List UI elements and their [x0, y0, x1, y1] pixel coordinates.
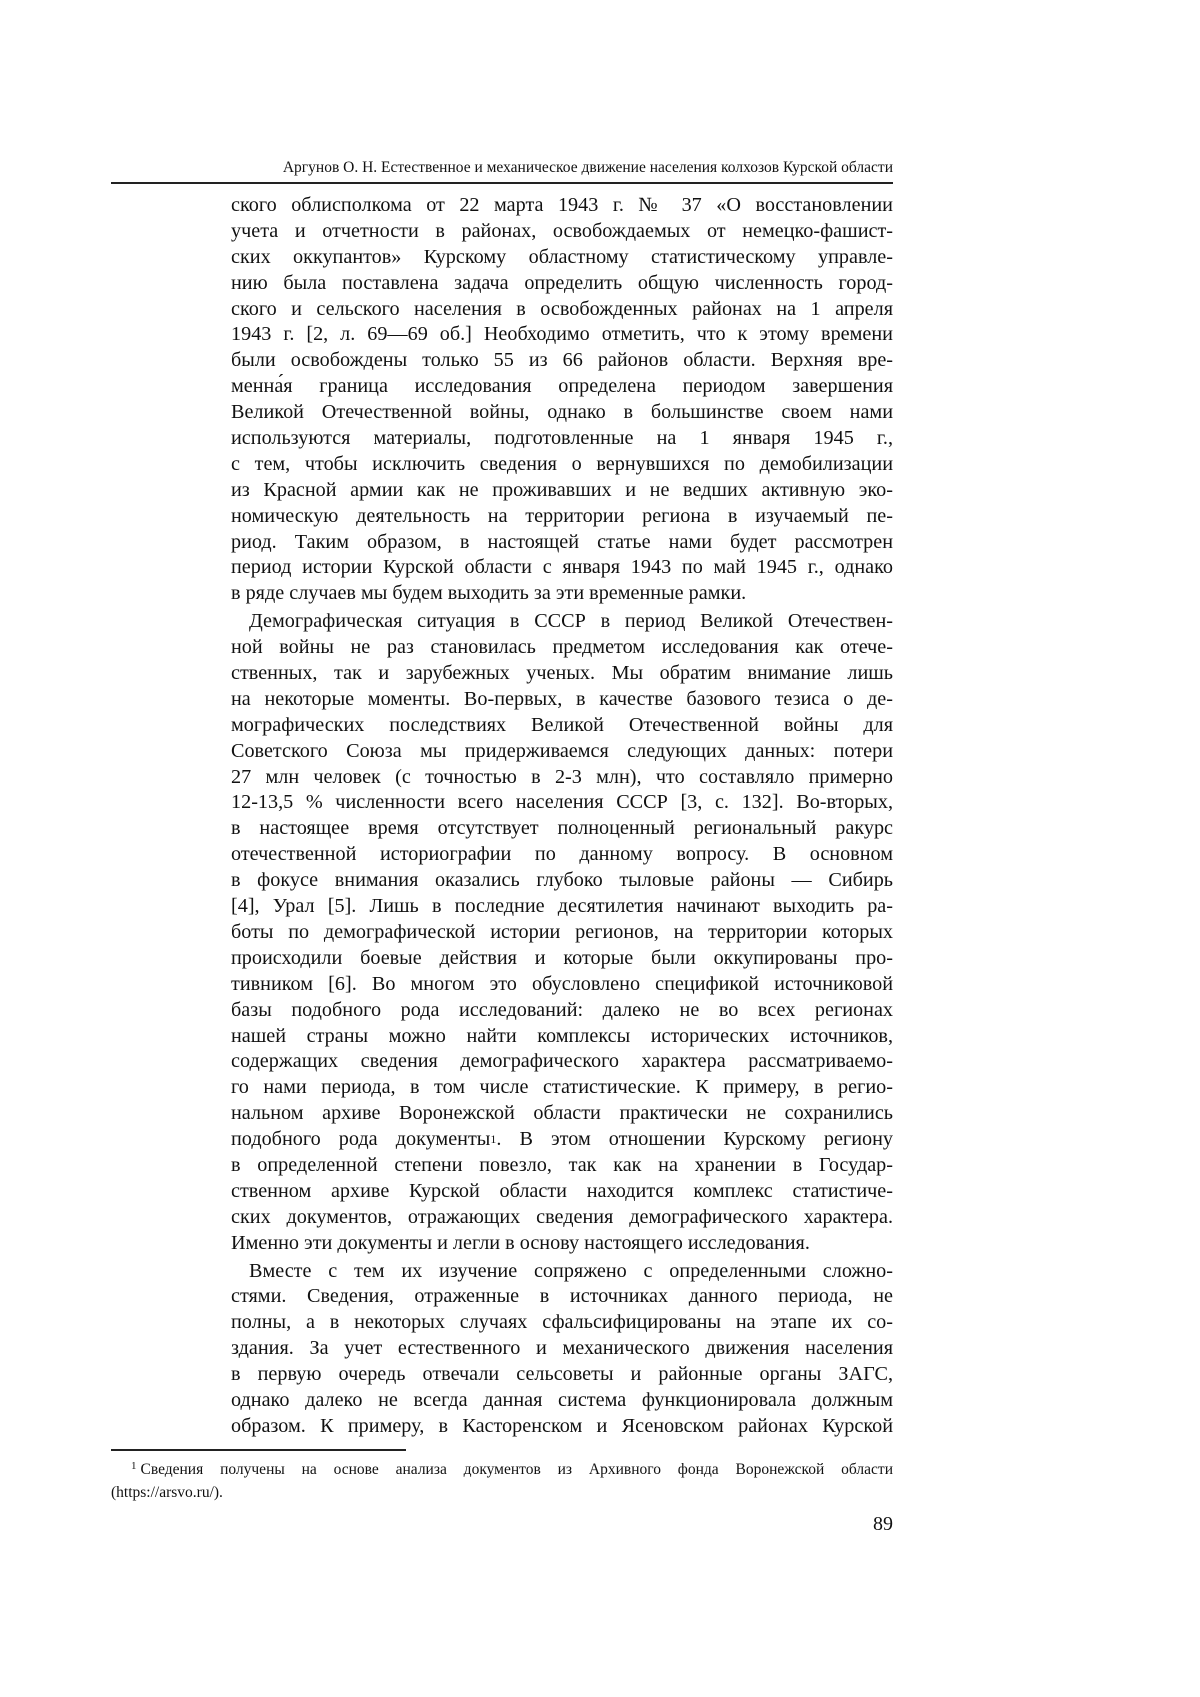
text-line: риод. Таким образом, в настоящей статье нами будет рассмотрен — [231, 530, 893, 553]
footnote-text: Сведения получены на основе анализа документов из Архивного фонда Воронежской области — [140, 1461, 893, 1478]
text-line: менна́я граница исследования определена периодом завершения — [231, 375, 893, 398]
running-header: Аргунов О. Н. Естественное и механическое движение населения колхозов Курской области — [282, 159, 893, 176]
text-line: используются материалы, подготовленные на 1 января 1945 г., — [231, 427, 893, 450]
text-line: 12-13,5 % численности всего населения СССР [3, с. 132]. Во-вторых, — [231, 791, 893, 814]
text-line: базы подобного рода исследований: далеко не во всех регионах — [231, 998, 893, 1021]
text-line: с тем, чтобы исключить сведения о вернувшихся по демобилизации — [231, 452, 893, 475]
text-line: здания. За учет естественного и механического движения населения — [231, 1337, 893, 1360]
text-line: ских документов, отражающих сведения демографического характера. — [231, 1205, 893, 1228]
text-line: на некоторые моменты. Во-первых, в качестве базового тезиса о де- — [231, 687, 893, 710]
text-line: в настоящее время отсутствует полноценный региональный ракурс — [231, 817, 893, 840]
text-line: ной войны не раз становилась предметом исследования как отече- — [231, 636, 893, 659]
page-number: 89 — [873, 1513, 893, 1535]
text-line: Советского Союза мы придерживаемся следующих данных: потери — [231, 739, 893, 762]
text-line: происходили боевые действия и которые были оккупированы про- — [231, 946, 893, 969]
text-line: в первую очередь отвечали сельсоветы и районные органы ЗАГС, — [231, 1363, 893, 1386]
text-line: нашей страны можно найти комплексы исторических источников, — [231, 1024, 893, 1047]
text-line: нию была поставлена задача определить общую численность город- — [231, 271, 893, 294]
text-line: в определенной степени повезло, так как на хранении в Государ- — [231, 1153, 893, 1176]
text-line: [4], Урал [5]. Лишь в последние десятилетия начинают выходить ра- — [231, 895, 893, 918]
header-rule — [111, 182, 893, 184]
footnote-rule — [111, 1449, 406, 1451]
footnote-line — [111, 1459, 893, 1482]
text-line: из Красной армии как не проживавших и не ведших активную эко- — [231, 478, 893, 501]
body-text — [231, 193, 893, 1440]
text-line: нальном архиве Воронежской области практически не сохранились — [231, 1102, 893, 1125]
text-line: боты по демографической истории регионов, на территории которых — [231, 920, 893, 943]
text-line: ственном архиве Курской области находится комплекс статистиче- — [231, 1179, 893, 1202]
text-line: полны, а в некоторых случаях сфальсифицированы на этапе их со- — [231, 1311, 893, 1334]
text-line: номическую деятельность на территории региона в изучаемый пе- — [231, 504, 893, 527]
text-line: в фокусе внимания оказались глубоко тыловые районы — Сибирь — [231, 869, 893, 892]
text-line: Именно эти документы и легли в основу настоящего исследования. — [231, 1231, 810, 1254]
text-line: однако далеко не всегда данная система функционировала должным — [231, 1388, 893, 1411]
text-line: отечественной историографии по данному вопросу. В основном — [231, 843, 893, 866]
text-line: ственных, так и зарубежных ученых. Мы обратим внимание лишь — [231, 662, 893, 685]
text-line: ского облисполкома от 22 марта 1943 г. № 37 «О восстановлении — [231, 194, 893, 216]
text-fragment: . В этом отношении Курскому региону — [496, 1128, 893, 1151]
text-line: ского и сельского населения в освобожденных районах на 1 апреля — [231, 297, 893, 320]
text-line: мографических последствиях Великой Отечественной войны для — [231, 713, 893, 736]
footnote-reference[interactable]: 1 — [490, 1132, 497, 1147]
text-line: образом. К примеру, в Касторенском и Ясеновском районах Курской — [231, 1414, 893, 1437]
text-line: учета и отчетности в районах, освобождаемых от немецко-фашист- — [231, 219, 893, 242]
text-line: 1943 г. [2, л. 69—69 об.] Необходимо отметить, что к этому времени — [231, 323, 893, 346]
text-fragment: подобного рода документы — [231, 1128, 491, 1151]
text-line-with-footnote — [231, 1127, 893, 1153]
text-line: содержащих сведения демографического характера рассматриваемо- — [231, 1050, 893, 1073]
text-line: период истории Курской области с января 1943 по май 1945 г., однако — [231, 556, 893, 579]
text-line: ских оккупантов» Курскому областному статистическому управле- — [231, 245, 893, 268]
text-line: Демографическая ситуация в СССР в период Великой Отечествен- — [249, 610, 893, 633]
text-line: тивником [6]. Во многом это обусловлено спецификой источниковой — [231, 972, 893, 995]
text-line: были освобождены только 55 из 66 районов области. Верхняя вре- — [231, 349, 893, 372]
text-line: Великой Отечественной войны, однако в большинстве своем нами — [231, 401, 893, 424]
footnote — [111, 1459, 893, 1503]
text-line: го нами периода, в том числе статистические. К примеру, в регио- — [231, 1076, 893, 1099]
text-line: 27 млн человек (с точностью в 2-3 млн), что составляло примерно — [231, 765, 893, 788]
text-line: Вместе с тем их изучение сопряжено с определенными сложно- — [249, 1259, 893, 1282]
footnote-link[interactable]: (https://arsvo.ru/). — [111, 1484, 223, 1501]
text-line: стями. Сведения, отраженные в источниках данного периода, не — [231, 1285, 893, 1308]
footnote-marker: 1 — [131, 1460, 137, 1472]
text-line: в ряде случаев мы будем выходить за эти временные рамки. — [231, 582, 747, 605]
